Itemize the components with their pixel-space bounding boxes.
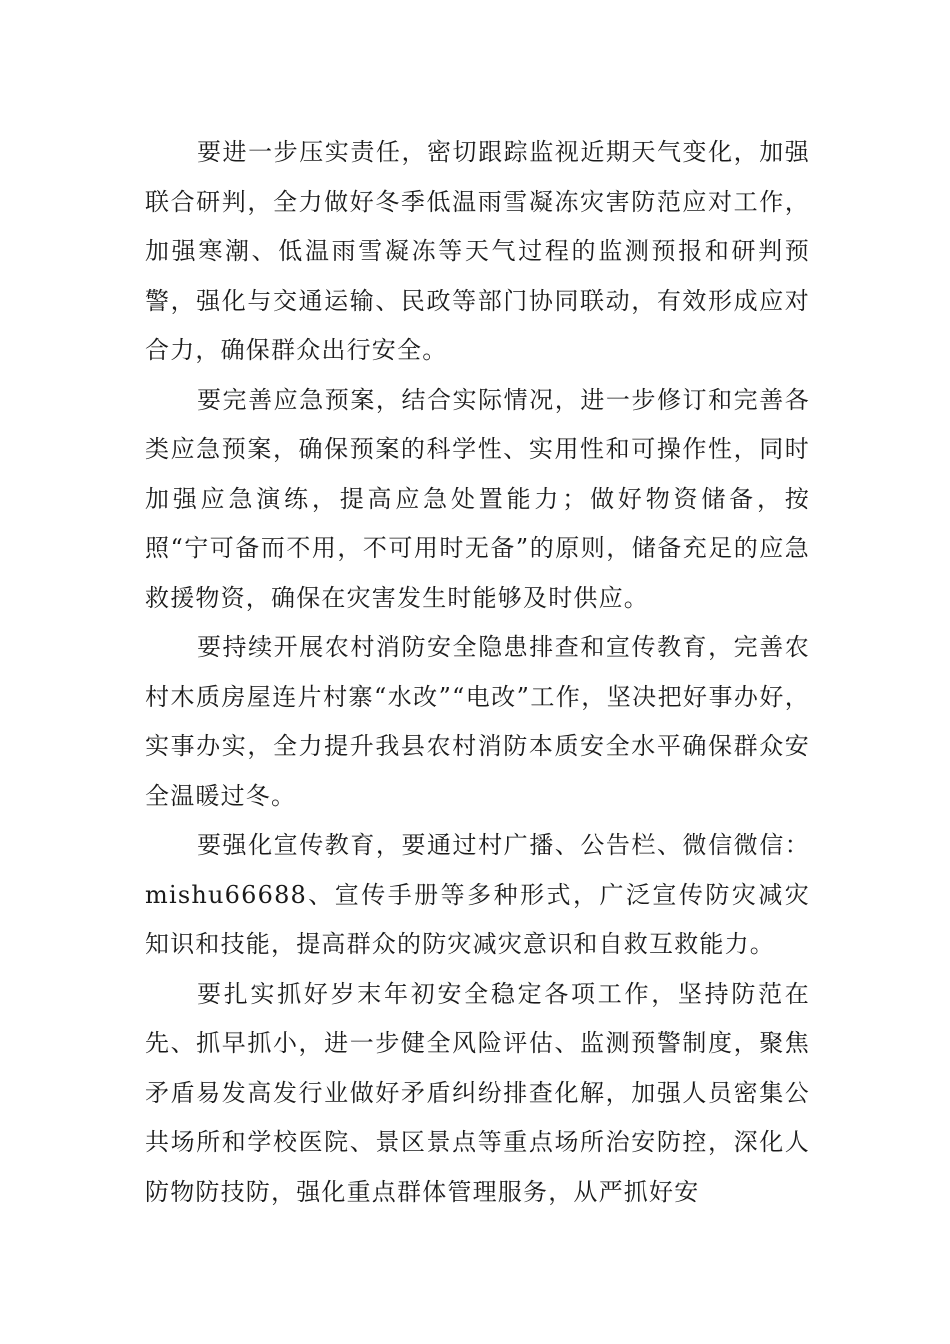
document-body bbox=[145, 128, 810, 1217]
paragraph-fire-safety: 要持续开展农村消防安全隐患排查和宣传教育，完善农村木质房屋连片村寨“水改”“电改”工作，坚决把好事办好，实事办实，全力提升我县农村消防本质安全水平确保群众安全温暖过冬。 bbox=[145, 633, 810, 810]
paragraph-emergency-plan: 要完善应急预案，结合实际情况，进一步修订和完善各类应急预案，确保预案的科学性、实用性和可操作性，同时加强应急演练，提高应急处置能力；做好物资储备，按照“宁可备而不用，不可用时无备”的原则，储备充足的应急救援物资，确保在灾害发生时能够及时供应。 bbox=[145, 385, 810, 612]
paragraph-publicity: 要强化宣传教育，要通过村广播、公告栏、微信微信：mishu66688、宣传手册等多种形式，广泛宣传防灾减灾知识和技能，提高群众的防灾减灾意识和自救互救能力。 bbox=[145, 831, 810, 958]
paragraph-responsibility: 要进一步压实责任，密切跟踪监视近期天气变化，加强联合研判，全力做好冬季低温雨雪凝冻灾害防范应对工作，加强寒潮、低温雨雪凝冻等天气过程的监测预报和研判预警，强化与交通运输、民政等部门协同联动，有效形成应对合力，确保群众出行安全。 bbox=[145, 138, 810, 364]
paragraph-stability: 要扎实抓好岁末年初安全稳定各项工作，坚持防范在先、抓早抓小，进一步健全风险评估、监测预警制度，聚焦矛盾易发高发行业做好矛盾纠纷排查化解，加强人员密集公共场所和学校医院、景区景点等重点场所治安防控，深化人防物防技防，强化重点群体管理服务，从严抓好安 bbox=[145, 979, 810, 1206]
